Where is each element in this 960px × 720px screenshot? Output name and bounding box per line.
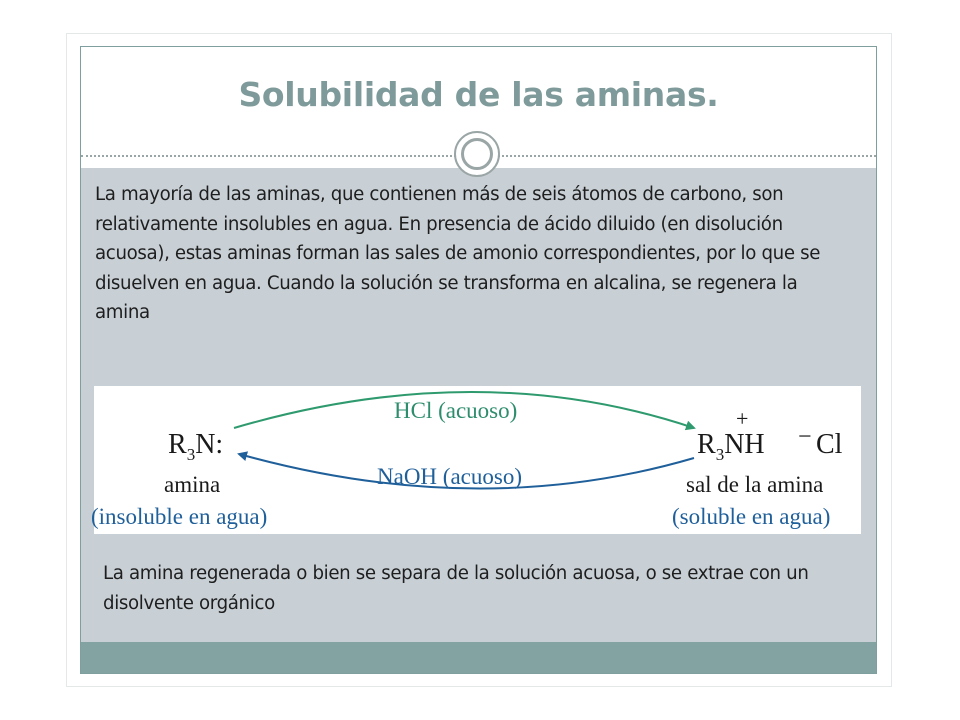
salt-charge-plus: + [736, 406, 749, 431]
salt-counter-ion: Cl [816, 429, 843, 460]
forward-reagent-label: HCl (acuoso) [394, 398, 518, 423]
salt-formula [697, 429, 765, 464]
salt-charge-minus: − [798, 424, 812, 450]
closing-paragraph: La amina regenerada o bien se separa de la solución acuosa, o se extrae con un disolvente orgánico [103, 563, 809, 614]
amine-formula-r: R [168, 429, 187, 460]
salt-formula-nh: NH [724, 429, 765, 460]
slide-title: Solubilidad de las aminas. [238, 75, 719, 114]
reaction-diagram [91, 386, 861, 534]
amine-name: amina [164, 472, 221, 497]
amine-formula [168, 429, 224, 464]
amine-formula-end: N: [195, 429, 224, 460]
salt-formula-subscript: 3 [715, 445, 725, 464]
slide [80, 46, 877, 674]
salt-name: sal de la amina [686, 472, 824, 497]
salt-solubility: (soluble en agua) [672, 504, 831, 529]
salt-formula-r: R [697, 429, 716, 460]
reverse-reagent-label: NaOH (acuoso) [377, 464, 522, 489]
amine-formula-subscript: 3 [186, 445, 196, 464]
intro-paragraph: La mayoría de las aminas, que contienen más de seis átomos de carbono, son relativamente insolubles en agua. En presencia de ácido diluido (en disolución acuosa), estas aminas forman las sales de amonio correspondientes, por lo que se disuelven en agua. Cuando la solución se transforma en alcalina, se regenera la amina [95, 184, 821, 323]
circle-ornament-inner [461, 138, 493, 170]
footer-band [81, 642, 876, 674]
amine-solubility: (insoluble en agua) [91, 504, 268, 529]
